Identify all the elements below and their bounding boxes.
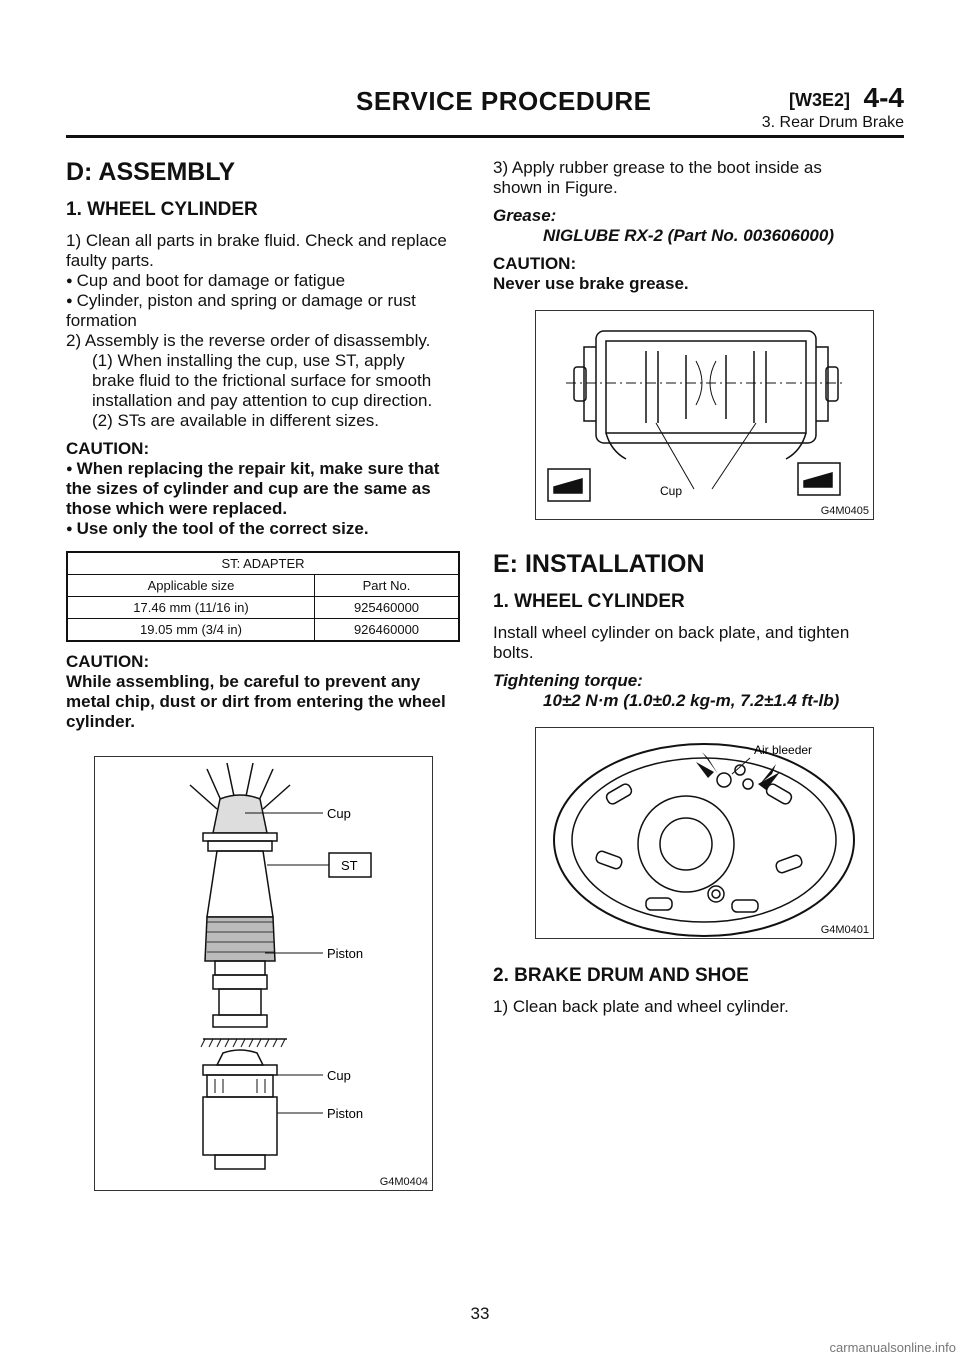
- page-number: 33: [470, 1304, 490, 1323]
- bullet-cylinder-cont: formation: [66, 311, 137, 330]
- grease-heading: Grease:: [493, 206, 557, 225]
- st-cup-illustration: [95, 757, 432, 1190]
- section-title-assembly: D: ASSEMBLY: [66, 158, 236, 186]
- caution-heading: CAUTION:: [66, 652, 150, 671]
- caution-2-a: While assembling, be careful to prevent any: [66, 672, 421, 691]
- table-header-size: Applicable size: [67, 575, 314, 597]
- header-rule: [66, 135, 904, 138]
- caution-1-a: [66, 459, 462, 479]
- table-header-part: Part No.: [314, 575, 459, 597]
- st-adapter-table: [66, 551, 460, 642]
- install-line-b: bolts.: [493, 643, 534, 662]
- header-title: SERVICE PROCEDURE: [356, 86, 652, 116]
- figure-code: G4M0401: [820, 924, 869, 936]
- torque-value: 10±2 N·m (1.0±0.2 kg-m, 7.2±1.4 ft-lb): [543, 691, 840, 710]
- install-line-a: Install wheel cylinder on back plate, and tighten: [493, 623, 850, 642]
- caution-1-d: [66, 519, 462, 539]
- caution-text: When replacing the repair kit, make sure that: [76, 459, 440, 478]
- substep-1-a: (1) When installing the cup, use ST, apply: [92, 351, 405, 370]
- figure-grease: [535, 310, 874, 520]
- caution-heading: CAUTION:: [493, 254, 577, 273]
- fig-label-st: ST: [341, 858, 358, 873]
- fig-label-cup: Cup: [327, 806, 351, 821]
- subsection-wheel-cylinder: 1. WHEEL CYLINDER: [66, 199, 258, 220]
- torque-heading: Tightening torque:: [493, 671, 643, 690]
- header-code: [W3E2]: [788, 90, 850, 110]
- table-cell-size: 17.46 mm (11/16 in): [67, 597, 314, 619]
- back-plate-illustration: [536, 728, 873, 938]
- fig-label-piston: Piston: [327, 946, 364, 961]
- fig-label-piston-lower: Piston: [327, 1106, 364, 1121]
- wheel-cylinder-illustration: [536, 311, 873, 519]
- figure-code: G4M0405: [820, 505, 869, 517]
- bullet-cylinder: [66, 291, 462, 311]
- caution-3: Never use brake grease.: [493, 274, 689, 293]
- substep-2: (2) STs are available in different sizes.: [92, 411, 379, 430]
- table-title: ST: ADAPTER: [67, 552, 459, 575]
- figure-back-plate: [535, 727, 874, 939]
- caution-1-c: those which were replaced.: [66, 499, 288, 518]
- substep-1-c: installation and pay attention to cup direction.: [92, 391, 433, 410]
- figure-st-cup: [94, 756, 433, 1191]
- figure-code: G4M0404: [379, 1176, 428, 1188]
- header-subtitle: 3. Rear Drum Brake: [761, 114, 904, 131]
- bullet-text: Cup and boot for damage or fatigue: [76, 271, 346, 290]
- caution-2-b: metal chip, dust or dirt from entering the wheel: [66, 692, 446, 711]
- fig-label-air-bleeder: Air bleeder: [754, 743, 813, 757]
- bullet-text: Cylinder, piston and spring or damage or rust: [76, 291, 416, 310]
- table-cell-size: 19.05 mm (3/4 in): [67, 619, 314, 642]
- step-1-line-a: 1) Clean all parts in brake fluid. Check and replace: [66, 231, 447, 250]
- caution-heading: CAUTION:: [66, 439, 150, 458]
- substep-1-b: brake fluid to the frictional surface for smooth: [92, 371, 432, 390]
- fig-label-cup: Cup: [660, 484, 683, 498]
- page-header: [66, 80, 904, 136]
- subsection-brake-drum-shoe: 2. BRAKE DRUM AND SHOE: [493, 965, 749, 986]
- left-column: [66, 158, 462, 1191]
- step-1-line-b: faulty parts.: [66, 251, 154, 270]
- subsection-wheel-cylinder: 1. WHEEL CYLINDER: [493, 591, 685, 612]
- caution-1-b: the sizes of cylinder and cup are the same as: [66, 479, 431, 498]
- table-cell-part: 926460000: [314, 619, 459, 642]
- caution-text: Use only the tool of the correct size.: [76, 519, 369, 538]
- watermark: carmanualsonline.info: [829, 1340, 956, 1355]
- grease-value: NIGLUBE RX-2 (Part No. 003606000): [543, 226, 834, 245]
- section-title-installation: E: INSTALLATION: [493, 550, 705, 578]
- caution-2-c: cylinder.: [66, 712, 135, 731]
- table-row: [67, 597, 459, 619]
- table-cell-part: 925460000: [314, 597, 459, 619]
- step-3-a: 3) Apply rubber grease to the boot inside as: [493, 158, 822, 177]
- bullet-cup-boot: [66, 271, 462, 291]
- drum-step-1: 1) Clean back plate and wheel cylinder.: [493, 997, 789, 1016]
- header-chapter: 4-4: [863, 82, 904, 113]
- table-row: [67, 619, 459, 642]
- right-column: [493, 158, 903, 1017]
- step-2: 2) Assembly is the reverse order of disassembly.: [66, 331, 431, 350]
- step-3-b: shown in Figure.: [493, 178, 618, 197]
- fig-label-cup-lower: Cup: [327, 1068, 351, 1083]
